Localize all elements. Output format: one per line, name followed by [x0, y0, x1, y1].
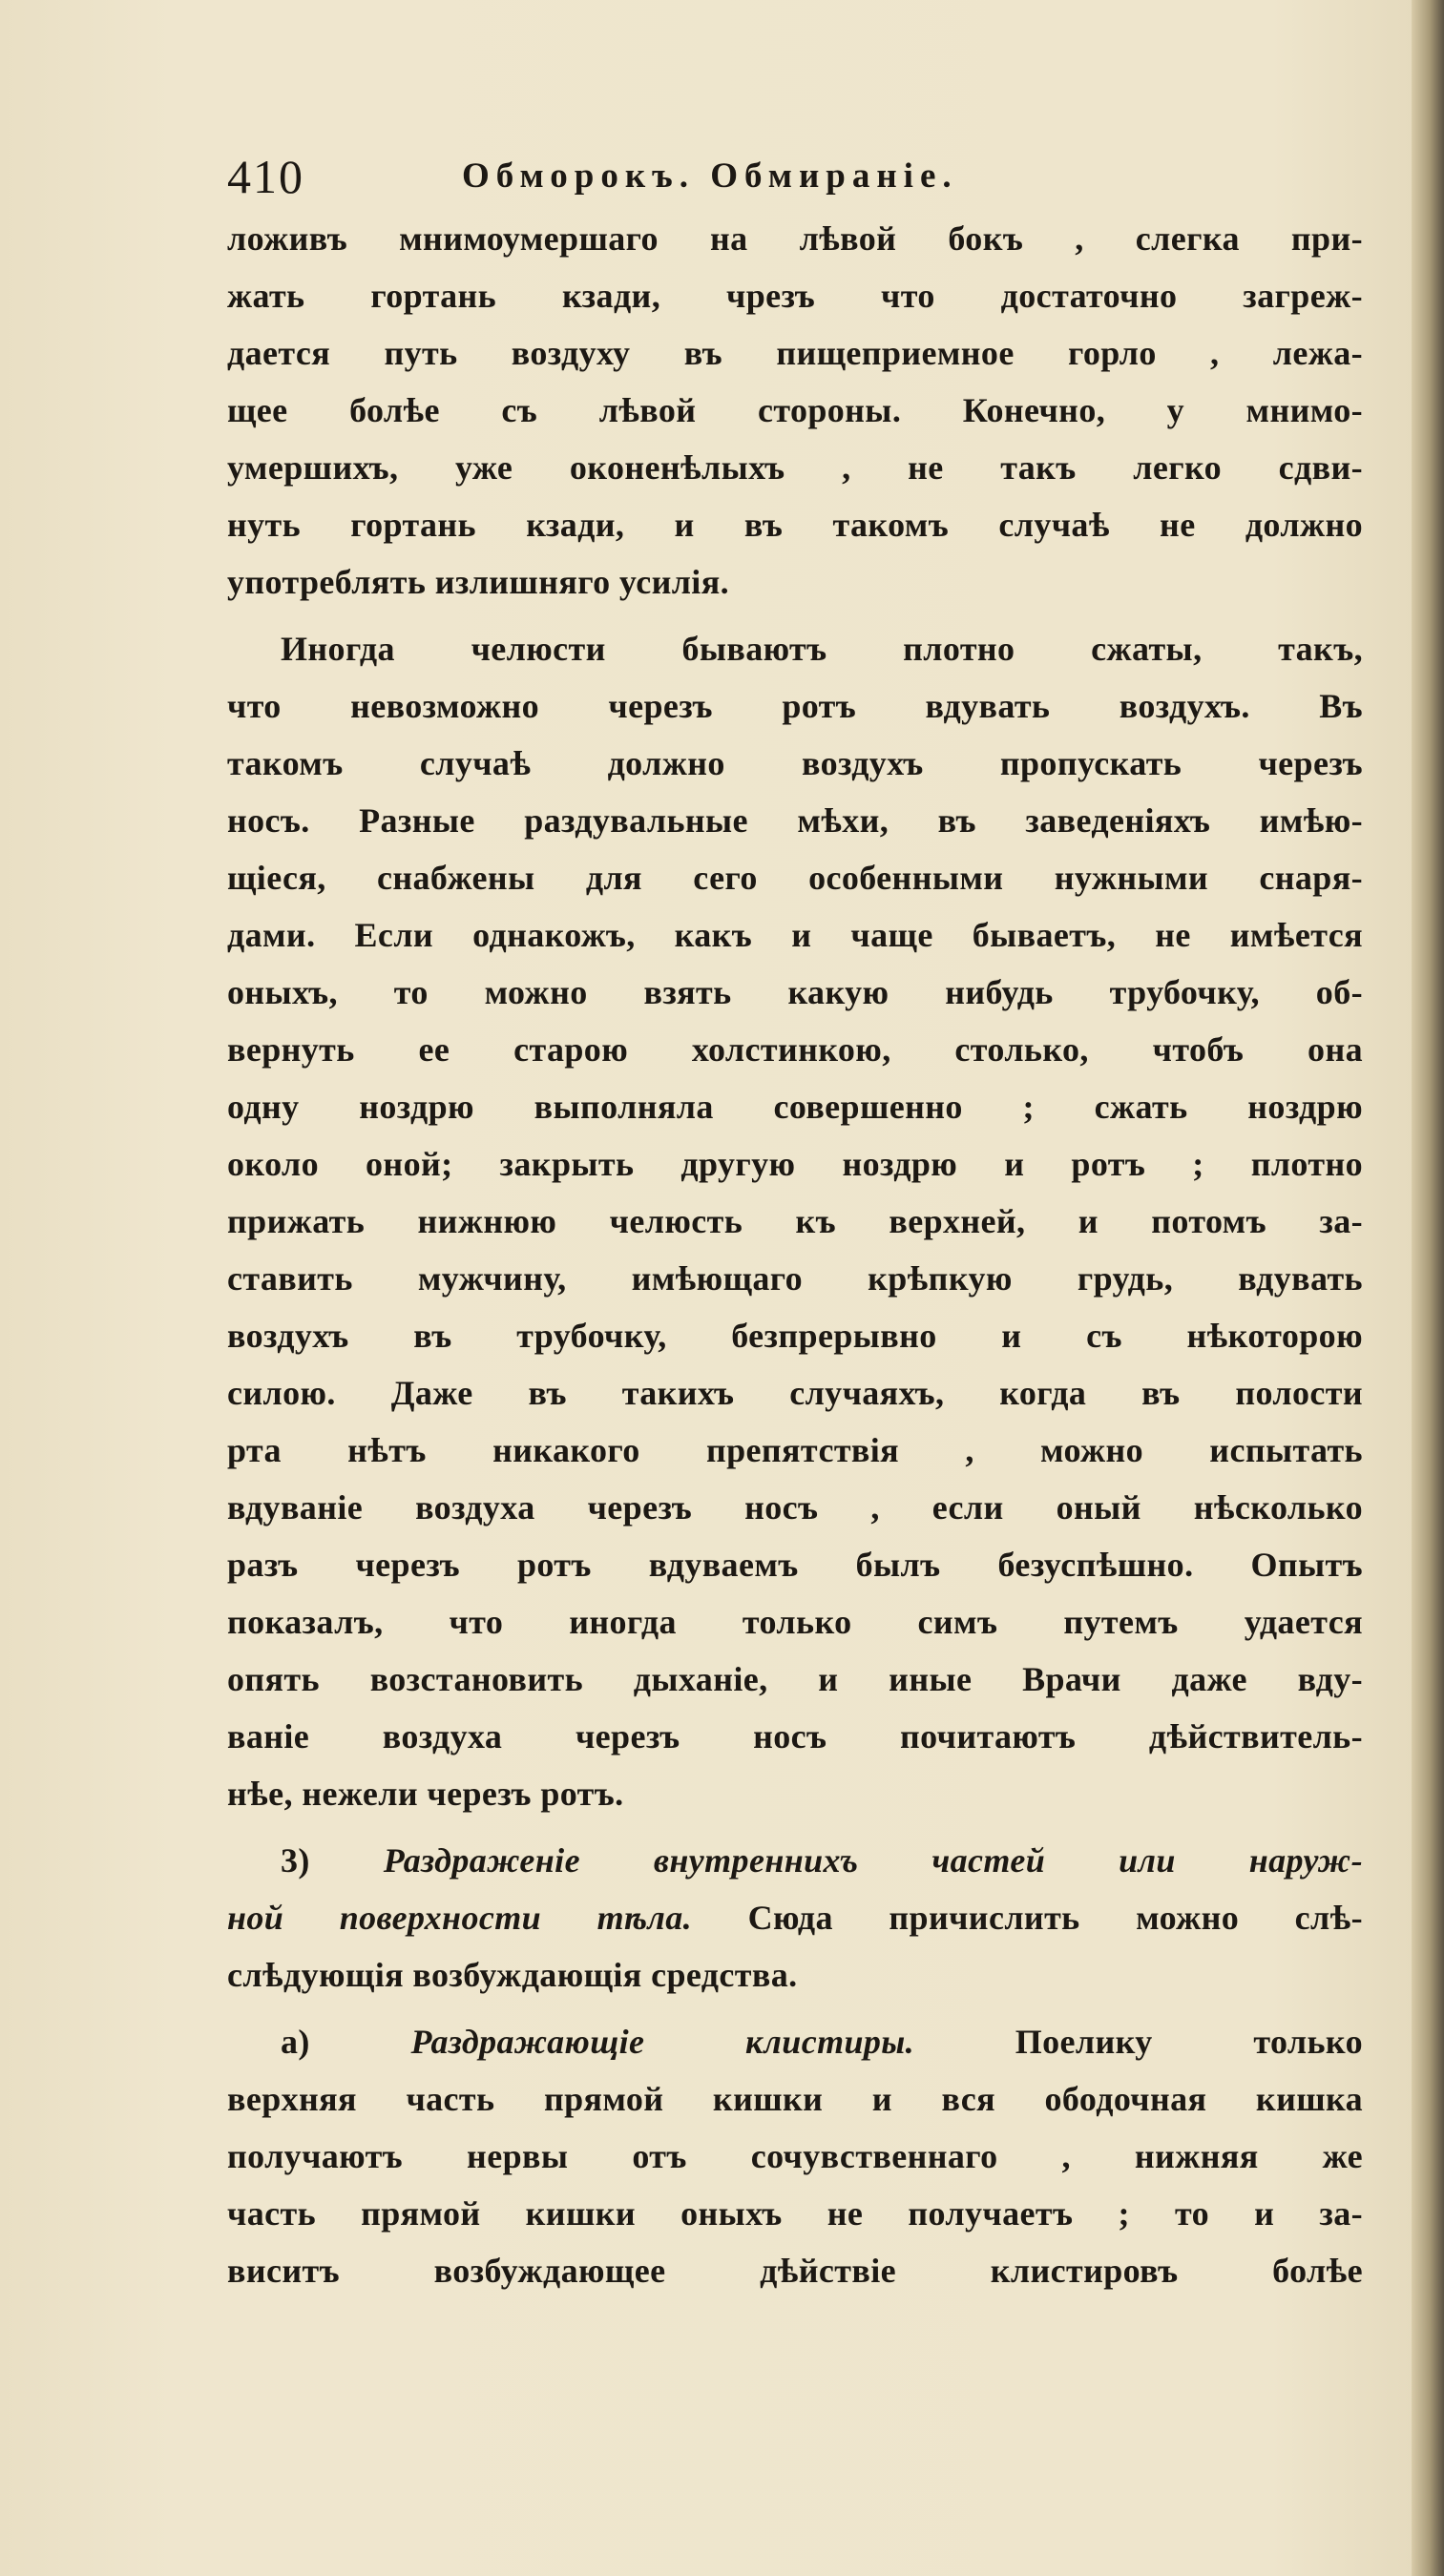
italic-heading: Раздраженіе внутреннихъ частей или наруж-	[383, 1841, 1363, 1880]
text-line: употреблять излишняго усилія.	[227, 563, 729, 601]
text-line: одну ноздрю выполняла совершенно ; сжать ноздрю	[227, 1088, 1363, 1126]
text-line: дается путь воздуху въ пищеприемное горло , лежа-	[227, 334, 1363, 372]
text-line: ваніе воздуха черезъ носъ почитаютъ дѣйствитель-	[227, 1717, 1363, 1755]
page-number: 410	[227, 150, 304, 203]
running-head	[227, 143, 1277, 210]
paragraph-1	[227, 210, 1363, 611]
paragraph-gap	[227, 611, 1363, 620]
text-line: вдуваніе воздуха черезъ носъ , если оный нѣсколько	[227, 1488, 1363, 1527]
text-line: воздухъ въ трубочку, безпрерывно и съ нѣкоторою	[227, 1317, 1363, 1355]
text-run: Поелику только	[1015, 2023, 1364, 2061]
text-line: рта нѣтъ никакого препятствія , можно испытать	[227, 1431, 1363, 1469]
text-line: щее болѣе съ лѣвой стороны. Конечно, у мнимо-	[227, 391, 1363, 429]
italic-heading: Раздражающіе клистиры.	[410, 2023, 915, 2061]
paragraph-gap	[227, 1822, 1363, 1832]
text-line: что невозможно черезъ ротъ вдувать воздухъ. Въ	[227, 687, 1363, 725]
text-line	[227, 1832, 1363, 1889]
paragraph-3	[227, 1832, 1363, 2004]
text-line: прижать нижнюю челюсть къ верхней, и потомъ за-	[227, 1202, 1363, 1240]
paragraph-4	[227, 2013, 1363, 2299]
text-line: опять возстановить дыханіе, и иные Врачи даже вду-	[227, 1660, 1363, 1698]
text-line: силою. Даже въ такихъ случаяхъ, когда въ полости	[227, 1374, 1363, 1412]
text-line: показалъ, что иногда только симъ путемъ удается	[227, 1603, 1363, 1641]
text-line: ложивъ мнимоумершаго на лѣвой бокъ , слегка при-	[227, 219, 1363, 258]
text-line: такомъ случаѣ должно воздухъ пропускать черезъ	[227, 744, 1363, 782]
text-line: слѣдующія возбуждающія средства.	[227, 1956, 798, 1994]
text-line	[227, 2013, 1363, 2070]
text-line: щіеся, снабжены для сего особенными нужными снаря-	[227, 859, 1363, 897]
text-line: носъ. Разные раздувальные мѣхи, въ заведеніяхъ имѣю-	[227, 801, 1363, 840]
text-line: нуть гортань кзади, и въ такомъ случаѣ не должно	[227, 506, 1363, 544]
running-title: Обморокъ. Обмираніе.	[462, 156, 958, 196]
text-line: получаютъ нервы отъ сочувственнаго , нижняя же	[227, 2137, 1363, 2175]
text-line	[227, 1889, 1363, 1946]
text-line: разъ черезъ ротъ вдуваемъ былъ безуспѣшно. Опытъ	[227, 1546, 1363, 1584]
text-line: жать гортань кзади, чрезъ что достаточно загреж-	[227, 277, 1363, 315]
text-line: нѣе, нежели черезъ ротъ.	[227, 1775, 624, 1813]
section-label: 3)	[281, 1841, 310, 1880]
text-line: верхняя часть прямой кишки и вся ободочная кишка	[227, 2080, 1363, 2118]
text-line: дами. Если однакожъ, какъ и чаще бываетъ, не имѣется	[227, 916, 1363, 954]
text-run: Сюда причислить можно слѣ-	[747, 1899, 1364, 1937]
paragraph-2	[227, 620, 1363, 1822]
text-line: ставить мужчину, имѣющаго крѣпкую грудь, вдувать	[227, 1259, 1363, 1298]
text-line: умершихъ, уже оконенѣлыхъ , не такъ легко сдви-	[227, 448, 1363, 487]
page-edge-shadow	[1412, 0, 1444, 2576]
page-body	[227, 210, 1363, 2299]
text-line: виситъ возбуждающее дѣйствіе клистировъ болѣе	[227, 2252, 1363, 2290]
italic-heading: ной поверхности тѣла.	[227, 1899, 693, 1937]
text-line: часть прямой кишки оныхъ не получаетъ ; то и за-	[227, 2194, 1363, 2233]
text-line: около оной; закрыть другую ноздрю и ротъ ; плотно	[227, 1145, 1363, 1183]
text-line: Иногда челюсти бываютъ плотно сжаты, такъ,	[281, 630, 1363, 668]
section-label: a)	[281, 2023, 310, 2061]
text-line: вернуть ее старою холстинкою, столько, чтобъ она	[227, 1030, 1363, 1069]
text-line: оныхъ, то можно взять какую нибудь трубочку, об-	[227, 973, 1363, 1011]
paragraph-gap	[227, 2004, 1363, 2013]
